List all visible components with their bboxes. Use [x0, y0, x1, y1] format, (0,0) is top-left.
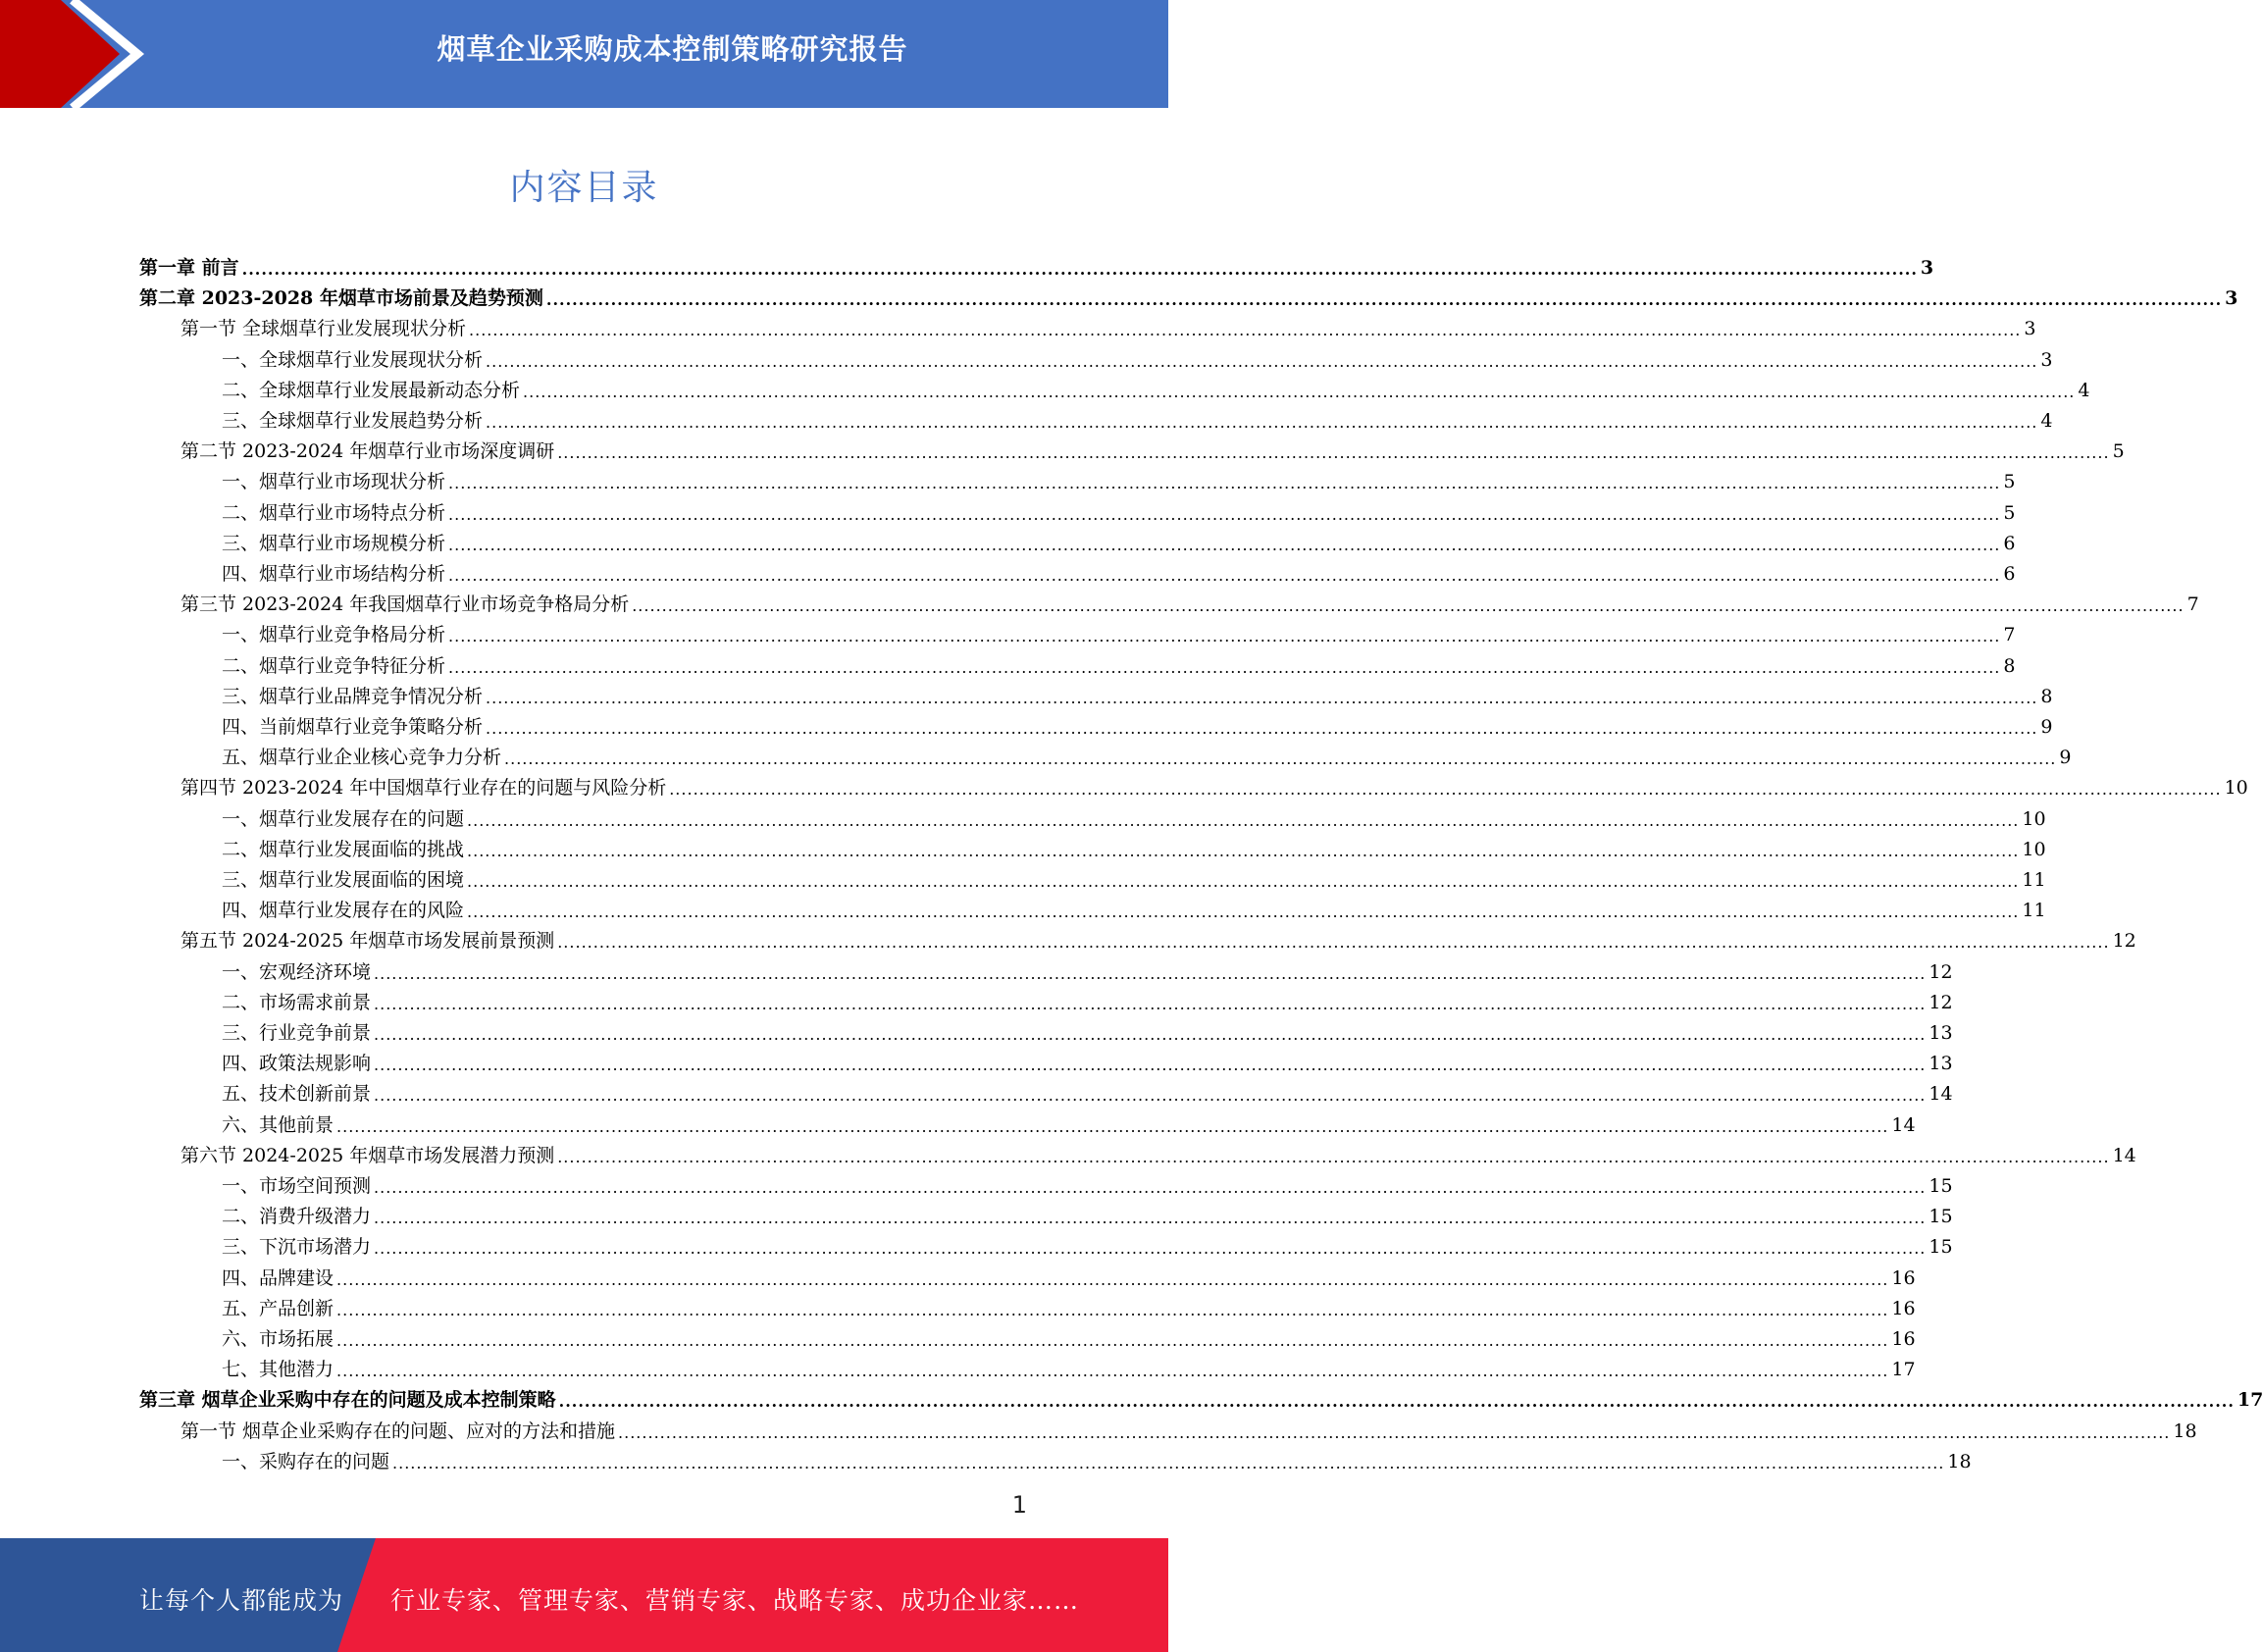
toc-entry[interactable]: [222, 525, 2016, 555]
toc-entry-label: 五、技术创新前景: [222, 1083, 372, 1106]
toc-entry[interactable]: [222, 1443, 1972, 1473]
toc-entry-label: 六、其他前景: [222, 1113, 334, 1136]
toc-entry-label: 二、市场需求前景: [222, 991, 372, 1013]
toc-entry-page: 17: [2237, 1389, 2263, 1412]
toc-entry[interactable]: [222, 1075, 1953, 1106]
toc-heading: 内容目录: [509, 168, 659, 208]
toc-dot-leader: ....................................................................................................................................................................................................................................................................: [336, 1269, 1889, 1289]
toc-entry-label: 三、烟草行业发展面临的困境: [222, 869, 465, 891]
toc-entry-page: 3: [2225, 287, 2238, 310]
toc-dot-leader: ....................................................................................................................................................................................................................................................................: [374, 1239, 1927, 1259]
toc-entry-page: 16: [1891, 1266, 1916, 1289]
toc-entry-label: 第二节 2023-2024 年烟草行业市场深度调研: [180, 440, 555, 463]
toc-dot-leader: ....................................................................................................................................................................................................................................................................: [448, 535, 2001, 554]
toc-entry-page: 11: [2022, 869, 2046, 891]
toc-dot-leader: ....................................................................................................................................................................................................................................................................: [336, 1116, 1889, 1136]
toc-entry-label: 二、全球烟草行业发展最新动态分析: [222, 379, 521, 401]
toc-dot-leader: ....................................................................................................................................................................................................................................................................: [448, 474, 2001, 493]
toc-entry[interactable]: [222, 1014, 1953, 1045]
toc-dot-leader: ....................................................................................................................................................................................................................................................................: [336, 1362, 1889, 1381]
toc-entry-page: 13: [1929, 1022, 1953, 1044]
toc-dot-leader: ....................................................................................................................................................................................................................................................................: [632, 596, 2185, 616]
toc-entry[interactable]: [222, 463, 2016, 493]
header-bar: [0, 0, 1168, 108]
toc-dot-leader: ....................................................................................................................................................................................................................................................................: [241, 260, 1918, 279]
toc-entry[interactable]: [139, 280, 2238, 310]
toc-dot-leader: ....................................................................................................................................................................................................................................................................: [467, 841, 2020, 860]
toc-entry-page: 10: [2022, 838, 2046, 860]
toc-entry[interactable]: [222, 739, 2072, 769]
toc-entry-label: 四、烟草行业发展存在的风险: [222, 900, 465, 922]
toc-entry[interactable]: [222, 1198, 1953, 1228]
toc-dot-leader: ....................................................................................................................................................................................................................................................................: [336, 1300, 1889, 1319]
toc-entry[interactable]: [139, 249, 1934, 280]
toc-entry[interactable]: [139, 1381, 2263, 1412]
toc-entry-label: 第五节 2024-2025 年烟草市场发展前景预测: [180, 930, 555, 953]
toc-dot-leader: ....................................................................................................................................................................................................................................................................: [618, 1422, 2171, 1442]
toc-entry-label: 一、全球烟草行业发展现状分析: [222, 348, 484, 371]
toc-dot-leader: ....................................................................................................................................................................................................................................................................: [523, 382, 2076, 401]
toc-entry[interactable]: [222, 555, 2016, 586]
toc-entry-page: 8: [2003, 654, 2016, 677]
toc-entry[interactable]: [180, 1137, 2136, 1167]
toc-entry-page: 7: [2186, 594, 2199, 616]
toc-entry-label: 四、政策法规影响: [222, 1053, 372, 1075]
toc-entry-label: 四、品牌建设: [222, 1266, 334, 1289]
toc-dot-leader: ....................................................................................................................................................................................................................................................................: [557, 1147, 2110, 1166]
toc-dot-leader: ....................................................................................................................................................................................................................................................................: [486, 351, 2038, 371]
toc-entry-label: 七、其他潜力: [222, 1359, 334, 1381]
toc-entry[interactable]: [222, 831, 2046, 861]
toc-entry[interactable]: [222, 708, 2053, 739]
toc-dot-leader: ....................................................................................................................................................................................................................................................................: [374, 1025, 1927, 1044]
footer-slogan-left: 让每个人都能成为: [139, 1586, 344, 1615]
toc-entry[interactable]: [222, 1260, 1916, 1290]
toc-entry-label: 一、烟草行业竞争格局分析: [222, 624, 446, 646]
toc-entry[interactable]: [222, 341, 2053, 372]
toc-entry[interactable]: [180, 1413, 2197, 1443]
toc-entry[interactable]: [180, 586, 2199, 616]
toc-entry[interactable]: [222, 861, 2046, 892]
toc-entry-page: 18: [2173, 1420, 2197, 1442]
toc-entry[interactable]: [222, 647, 2016, 678]
toc-entry[interactable]: [222, 678, 2053, 708]
toc-entry[interactable]: [180, 922, 2136, 953]
toc-entry[interactable]: [222, 1351, 1916, 1381]
toc-entry[interactable]: [222, 1290, 1916, 1320]
toc-entry-label: 第三节 2023-2024 年我国烟草行业市场竞争格局分析: [180, 594, 630, 616]
toc-dot-leader: ....................................................................................................................................................................................................................................................................: [336, 1331, 1889, 1350]
toc-entry-page: 14: [1929, 1083, 1953, 1106]
footer-slogan-right: 行业专家、管理专家、营销专家、战略专家、成功企业家……: [390, 1586, 1080, 1615]
footer-bar: [0, 1538, 1168, 1652]
toc-entry[interactable]: [222, 402, 2053, 433]
toc-entry-label: 三、行业竞争前景: [222, 1022, 372, 1044]
toc-dot-leader: ....................................................................................................................................................................................................................................................................: [504, 749, 2057, 769]
toc-entry-label: 一、市场空间预测: [222, 1175, 372, 1197]
toc-entry-label: 一、采购存在的问题: [222, 1450, 390, 1472]
toc-entry[interactable]: [222, 800, 2046, 831]
toc-entry-page: 4: [2078, 379, 2090, 401]
toc-entry-page: 17: [1891, 1359, 1916, 1381]
toc-dot-leader: ....................................................................................................................................................................................................................................................................: [448, 627, 2001, 646]
toc-entry[interactable]: [222, 984, 1953, 1014]
toc-entry-page: 3: [1920, 257, 1934, 279]
toc-entry-page: 16: [1891, 1297, 1916, 1319]
toc-entry-label: 一、宏观经济环境: [222, 960, 372, 983]
toc-dot-leader: ....................................................................................................................................................................................................................................................................: [467, 872, 2020, 891]
toc-entry[interactable]: [222, 1107, 1916, 1137]
toc-entry-label: 三、全球烟草行业发展趋势分析: [222, 410, 484, 432]
toc-entry-page: 12: [1929, 960, 1953, 983]
toc-entry-label: 六、市场拓展: [222, 1328, 334, 1350]
toc-dot-leader: ....................................................................................................................................................................................................................................................................: [374, 1209, 1927, 1228]
toc-entry-page: 3: [2040, 348, 2053, 371]
toc-entry-label: 一、烟草行业发展存在的问题: [222, 807, 465, 830]
toc-entry-page: 10: [2022, 807, 2046, 830]
toc-dot-leader: ....................................................................................................................................................................................................................................................................: [545, 290, 2223, 310]
toc-entry-page: 9: [2040, 716, 2053, 738]
toc-entry-label: 三、烟草行业市场规模分析: [222, 532, 446, 554]
toc-dot-leader: ....................................................................................................................................................................................................................................................................: [374, 1178, 1927, 1197]
toc-entry-label: 第一章 前言: [139, 257, 239, 279]
toc-entry-page: 12: [1929, 991, 1953, 1013]
toc-dot-leader: ....................................................................................................................................................................................................................................................................: [669, 780, 2222, 800]
toc-dot-leader: ....................................................................................................................................................................................................................................................................: [374, 1086, 1927, 1106]
toc-entry-label: 第一节 全球烟草行业发展现状分析: [180, 318, 467, 340]
toc-entry-page: 16: [1891, 1328, 1916, 1350]
toc-entry-page: 3: [2024, 318, 2036, 340]
toc-dot-leader: ....................................................................................................................................................................................................................................................................: [558, 1392, 2235, 1412]
toc-entry-page: 13: [1929, 1053, 1953, 1075]
toc-dot-leader: ....................................................................................................................................................................................................................................................................: [374, 994, 1927, 1013]
toc-dot-leader: ....................................................................................................................................................................................................................................................................: [467, 810, 2020, 830]
toc-dot-leader: ....................................................................................................................................................................................................................................................................: [448, 504, 2001, 524]
toc-entry-label: 五、产品创新: [222, 1297, 334, 1319]
toc-entry[interactable]: [222, 372, 2090, 402]
toc-entry-label: 第一节 烟草企业采购存在的问题、应对的方法和措施: [180, 1420, 616, 1442]
toc-entry-page: 4: [2040, 410, 2053, 432]
toc-entry-label: 一、烟草行业市场现状分析: [222, 471, 446, 493]
toc-entry[interactable]: [180, 433, 2125, 463]
toc-entry-page: 15: [1929, 1206, 1953, 1228]
toc-entry-page: 14: [2112, 1144, 2136, 1166]
toc-entry[interactable]: [180, 769, 2248, 800]
toc-entry-page: 15: [1929, 1236, 1953, 1259]
page-number: 1: [1011, 1491, 1027, 1519]
toc-entry-page: 14: [1891, 1113, 1916, 1136]
toc-entry-label: 二、烟草行业竞争特征分析: [222, 654, 446, 677]
toc-entry-page: 15: [1929, 1175, 1953, 1197]
toc-entry[interactable]: [222, 954, 1953, 984]
toc-dot-leader: ....................................................................................................................................................................................................................................................................: [448, 657, 2001, 677]
toc-dot-leader: ....................................................................................................................................................................................................................................................................: [557, 443, 2110, 463]
toc-entry[interactable]: [222, 1167, 1953, 1198]
toc-entry-label: 二、消费升级潜力: [222, 1206, 372, 1228]
toc-entry-page: 5: [2112, 440, 2125, 463]
toc-dot-leader: ....................................................................................................................................................................................................................................................................: [448, 566, 2001, 585]
toc-dot-leader: ....................................................................................................................................................................................................................................................................: [486, 688, 2038, 707]
toc-entry-page: 18: [1947, 1450, 1972, 1472]
toc-dot-leader: ....................................................................................................................................................................................................................................................................: [392, 1453, 1945, 1472]
toc-entry-label: 第二章 2023-2028 年烟草市场前景及趋势预测: [139, 287, 543, 310]
toc-entry-label: 四、烟草行业市场结构分析: [222, 563, 446, 585]
toc-dot-leader: ....................................................................................................................................................................................................................................................................: [467, 903, 2020, 922]
toc-entry-label: 二、烟草行业市场特点分析: [222, 501, 446, 524]
toc-entry-page: 6: [2003, 532, 2016, 554]
toc-dot-leader: ....................................................................................................................................................................................................................................................................: [557, 933, 2110, 953]
toc-entry-label: 第四节 2023-2024 年中国烟草行业存在的问题与风险分析: [180, 777, 667, 800]
toc-entry[interactable]: [222, 1320, 1916, 1351]
toc-entry-label: 五、烟草行业企业核心竞争力分析: [222, 747, 502, 769]
toc-entry[interactable]: [222, 892, 2046, 922]
toc-entry-page: 8: [2040, 685, 2053, 707]
toc-entry[interactable]: [222, 1228, 1953, 1259]
toc-entry-page: 10: [2224, 777, 2248, 800]
toc-entry-label: 第三章 烟草企业采购中存在的问题及成本控制策略: [139, 1389, 556, 1412]
toc-dot-leader: ....................................................................................................................................................................................................................................................................: [374, 1056, 1927, 1075]
toc-entry[interactable]: [222, 1045, 1953, 1075]
toc-entry[interactable]: [222, 616, 2016, 646]
toc-dot-leader: ....................................................................................................................................................................................................................................................................: [374, 963, 1927, 983]
toc-dot-leader: ....................................................................................................................................................................................................................................................................: [486, 413, 2038, 432]
toc-entry-page: 7: [2003, 624, 2016, 646]
toc-entry-page: 11: [2022, 900, 2046, 922]
toc-entry-label: 第六节 2024-2025 年烟草市场发展潜力预测: [180, 1144, 555, 1166]
report-title: 烟草企业采购成本控制策略研究报告: [437, 32, 908, 66]
toc-entry-page: 6: [2003, 563, 2016, 585]
toc-entry[interactable]: [222, 494, 2016, 525]
toc-entry[interactable]: [180, 310, 2036, 340]
toc-dot-leader: ....................................................................................................................................................................................................................................................................: [486, 719, 2038, 738]
toc-entry-label: 二、烟草行业发展面临的挑战: [222, 838, 465, 860]
toc-entry-page: 12: [2112, 930, 2136, 953]
toc-entry-label: 三、下沉市场潜力: [222, 1236, 372, 1259]
toc-dot-leader: ....................................................................................................................................................................................................................................................................: [469, 321, 2022, 340]
header-arrow-decoration: [0, 0, 147, 108]
toc-entry-label: 四、当前烟草行业竞争策略分析: [222, 716, 484, 738]
toc-entry-page: 9: [2059, 747, 2072, 769]
toc-entry-page: 5: [2003, 471, 2016, 493]
toc-entry-page: 5: [2003, 501, 2016, 524]
toc-entry-label: 三、烟草行业品牌竞争情况分析: [222, 685, 484, 707]
